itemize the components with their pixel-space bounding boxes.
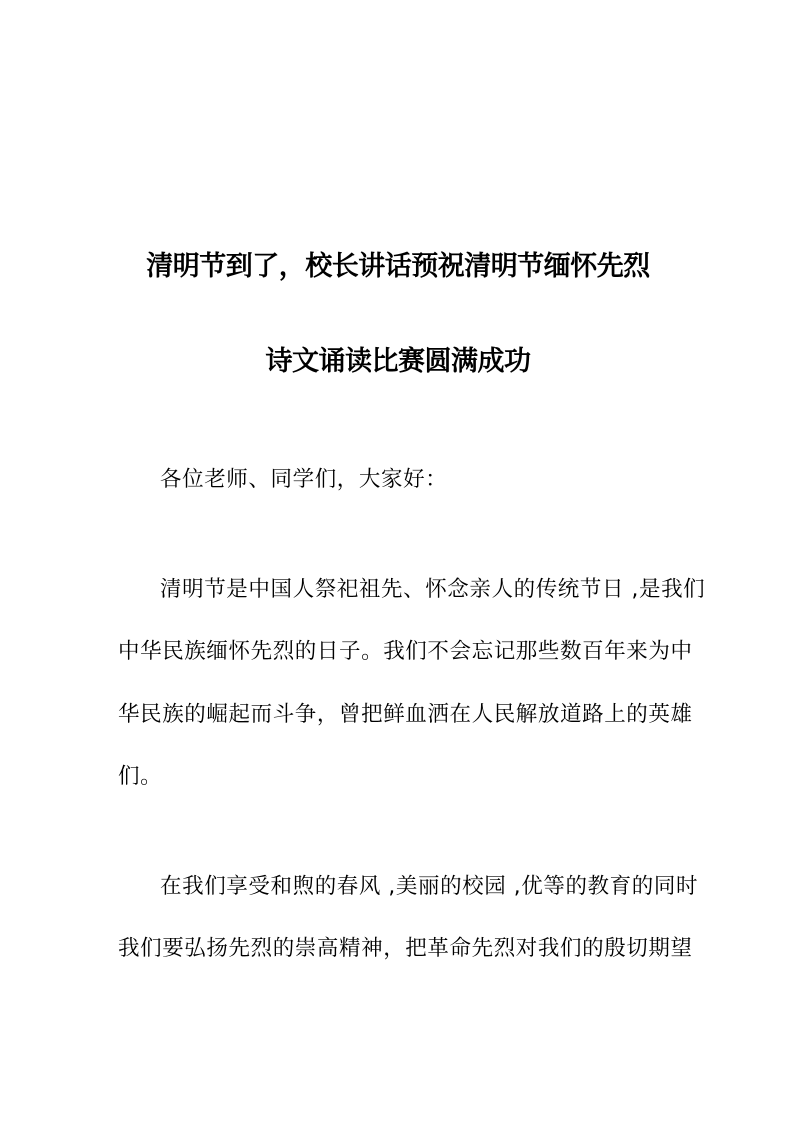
document-title-line-1: 清明节到了，校长讲话预祝清明节缅怀先烈 (146, 251, 650, 282)
document-title-line-2: 诗文诵读比赛圆满成功 (265, 346, 531, 377)
paragraph-line: 清明节是中国人祭祀祖先、怀念亲人的传统节日 ,是我们 (160, 577, 706, 602)
greeting: 各位老师、同学们，大家好： (160, 467, 448, 492)
paragraph-line: 中华民族缅怀先烈的日子。我们不会忘记那些数百年来为中 (118, 639, 693, 664)
paragraph-line: 们。 (118, 764, 163, 789)
paragraph-line: 我们要弘扬先烈的崇高精神，把革命先烈对我们的殷切期望 (118, 936, 693, 961)
paragraph-line: 华民族的崛起而斗争，曾把鲜血洒在人民解放道路上的英雄 (118, 702, 693, 727)
paragraph-line: 在我们享受和煦的春风 ,美丽的校园 ,优等的教育的同时 (160, 874, 699, 899)
